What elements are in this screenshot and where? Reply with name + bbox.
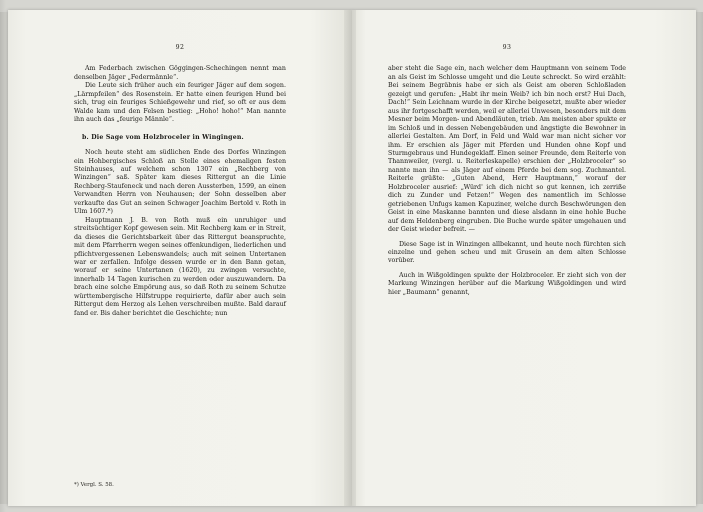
left-page-footnote: *) Vergl. S. 58. [74, 482, 114, 488]
right-page-folio: 93 [502, 44, 512, 51]
right-paragraph-1: aber steht die Sage ein, nach welcher dem Hauptmann von seinem Tode an als Geist im Schlosse umgeht und die Leute schreckt. So wird erzählt: Bei seinem Begräbnis habe er sich als Geist am oberen Schloßladen gezeigt und gerufen: „Habt ihr mein Weib? ich bin noch erst? Hui Dach, Dach!“ Sein Leichnam wurde in der Kirche beigesetzt, mußte aber wieder aus ihr fortgeschafft werden, weil er allerlei Unwesen, besonders mit dem Mesner beim Morgen- und Abendläuten, trieb. Am meisten aber spukte er im Schloß und in dessen Nebengebäuden und ängstigte die Bewohner in allerlei Gestalten. Am Dorf, in Feld und Wald war man nicht sicher vor ihm. Er erschien als Jäger mit Pferden und Hunden ohne Kopf und Sturmgebraus und Hundegeklaff. Einen seiner Freunde, dem Reiterle von Thannweiler, (vergl. u. Reiterleskapelle) erschien der „Holzbroceler“ so nannte man ihn — als Jäger auf einem Pferde bei dem sog. Zuchmantel. Reiterle grüßte: „Guten Abend, Herr Hauptmann,“ worauf der Holzbroceler ausrief: „Würd' ich dich nicht so gut kennen, ich zerriße dich zu Zunder und Fetzen!“ Wegen des namentlich im Schlosse getriebenen Unfugs kamen Kapuziner, welche durch Beschwörungen den Geist in eine Maskanne bannten und diese alsdann in eine hohle Buche auf dem Heldenberg eingruben. Die Buche wurde später umgehauen und der Geist wieder befreit. — [388, 65, 626, 234]
left-paragraph-2: Die Leute sich früher auch ein feuriger Jäger auf dem sogen. „Lärmpfeilen“ des Rosenstein. Er hatte einen feurigen Hund bei sich, trug ein feuriges Schießgewehr und rief, so oft er aus dem Walde kam und den Felsen bestieg: „Hoho! hoho!“ Man nannte ihn auch das „feurige Männle“. [74, 82, 286, 124]
left-page-text-column [74, 44, 286, 318]
left-body-paragraph-2: Hauptmann J. B. von Roth muß ein unruhiger und streitsüchtiger Kopf gewesen sein. Mit Rechberg kam er in Streit, da dieses die Gerichtsbarkeit über das Rittergut beanspruchte, mit dem Pfarrherrn wegen seines offenkundigen, liederlichen und pflichtvergessenen Lebenswandels; auch mit seinen Untertanen war er zerfallen. Infolge dessen wurde er in den Bann getan, worauf er seine Untertanen (1620), zu zwingen versuchte, innerhalb 14 Tagen kurischen zu werden oder auszuwandern. Da brach eine solche Empörung aus, so daß Roth zu seinem Schutze württembergische Hilfstruppe requirierte, dafür aber auch sein Rittergut dem Herzog als Lehen verschreiben mußte. Bald darauf fand er. Bis daher berichtet die Geschichte; nun [74, 216, 286, 317]
left-body-paragraph-1: Noch heute steht am südlichen Ende des Dorfes Winzingen ein Hohbergisches Schloß an Stelle eines ehemaligen festen Steinhauses, auf welchem schon 1307 ein „Rechberg von Winzingen“ saß. Später kam dieses Rittergut an die Linie Rechberg-Staufeneck und nach deren Aussterben, 1599, an einen Verwandten Herrn von Neuhausen; der Sohn desselben aber verkaufte das Gut an seinen Schwager Joachim Bertold v. Roth in Ulm 1607.*) [74, 149, 286, 216]
left-paragraph-1: Am Federbach zwischen Göggingen-Schechingen nennt man denselben Jäger „Federmännle“. [74, 65, 286, 81]
left-page-folio: 92 [175, 44, 185, 51]
right-page-text-column [388, 44, 626, 297]
left-page-subheading: b. Die Sage vom Holzbroceler in Wingingen. [82, 133, 244, 141]
right-paragraph-3: Auch in Wißgoldingen spukte der Holzbroceler. Er zieht sich von der Markung Winzingen herüber auf die Markung Wißgoldingen und wird hier „Baumann“ genannt, [388, 271, 626, 296]
right-paragraph-2: Diese Sage ist in Winzingen allbekannt, und heute noch fürchten sich einzelne und gehen scheu und mit Grusein an dem alten Schlosse vorüber. [388, 240, 626, 265]
book-gutter [344, 10, 356, 506]
